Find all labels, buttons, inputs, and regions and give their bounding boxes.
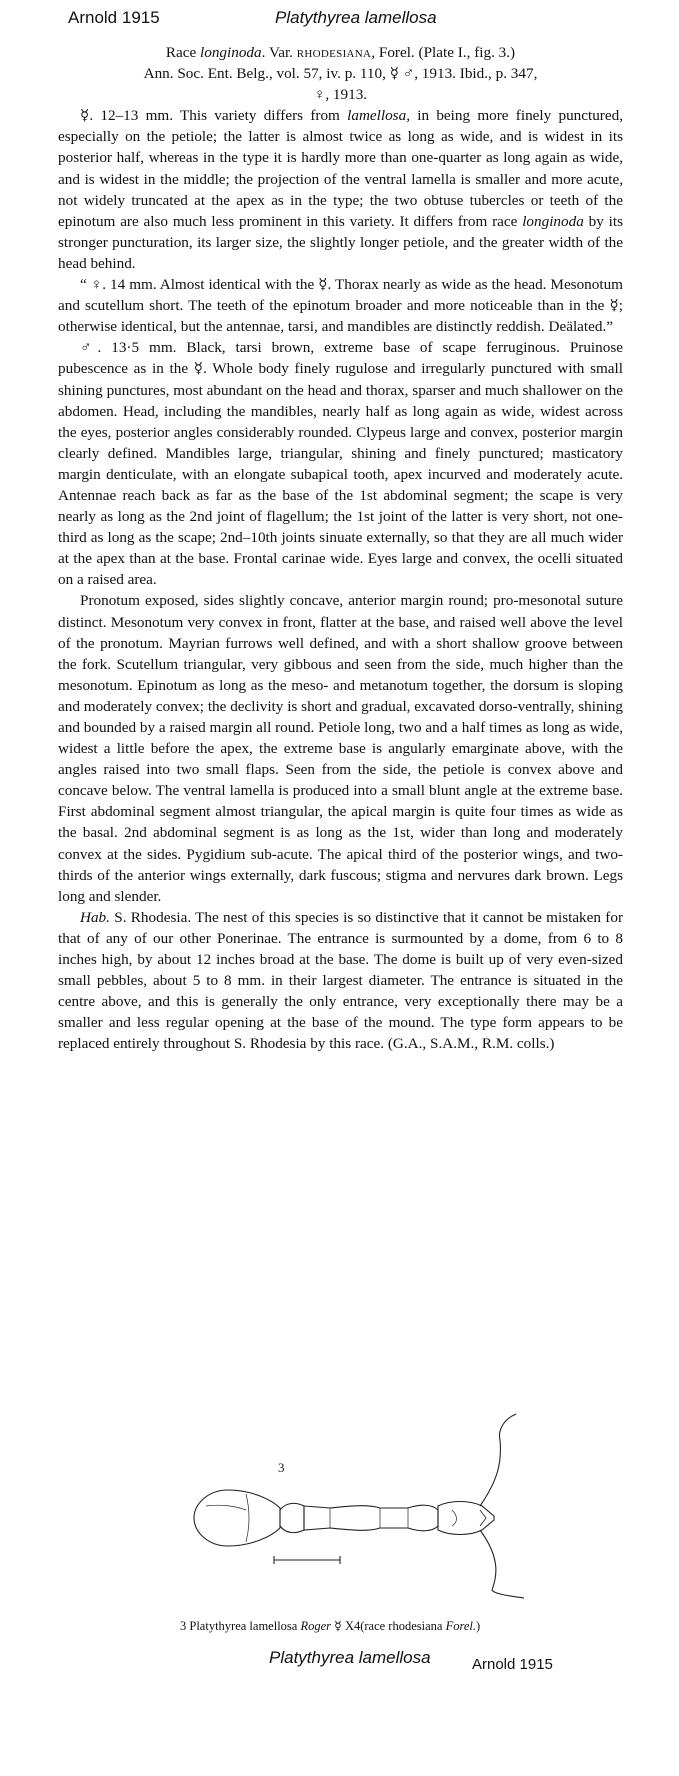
header-right: Platythyrea lamellosa — [275, 8, 437, 27]
male-description: ♂. 13·5 mm. Black, tarsi brown, extreme base of scape ferruginous. Pruinose pubescence as in the ☿. Whole body finely rugulose and irregularly punctured with small shining punctures, most abundant on the head and thorax, sparser and much shallower on the abdomen. Head, including the mandibles, nearly half as long again as wide, widest across the eyes, posterior angles considerably rounded. Clypeus large and convex, posterior margin clearly defined. Mandibles large, triangular, shining and finely punctured; masticatory margin denticulate, with an elongate subapical tooth, apex incurved and moderately acute. Antennae reach back as far as the base of the 1st abdominal segment; the scape is very nearly as long as the 2nd joint of flagellum; the 1st joint of the latter is very short, not one-third as long as the scape; 2nd–10th joints sinuate externally, so that they are all much wider at the apex than at the base. Frontal carinae wide. Eyes large and convex, the ocelli situated on a raised area. — [58, 339, 623, 589]
variety-name: rhodesiana — [296, 44, 372, 61]
body-text — [58, 42, 623, 1055]
worker-description: ☿. 12–13 mm. This variety differs from lamellosa, in being more finely punctured, especially on the petiole; the latter is almost twice as long as wide, and is widest in its posterior half, whereas in the type it is hardly more than one-quarter as long again as wide, and is widest in the middle; the projection of the ventral lamella is smaller and more acute, not widely truncated at the apex as in the type; the two obtuse tubercles or teeth of the epinotum are also much less prominent in this variety. It differs from race longinoda by its stronger puncturation, its larger size, the slightly longer petiole, and the greater width of the head behind. — [58, 107, 623, 272]
scale-bar — [274, 1556, 340, 1564]
gaster — [194, 1490, 280, 1546]
footer-right: Arnold 1915 — [472, 1656, 553, 1673]
race-heading: Race longinoda. Var. rhodesiana, Forel. (Plate I., fig. 3.) — [165, 44, 516, 61]
reference-line-1: Ann. Soc. Ent. Belg., vol. 57, iv. p. 110, ☿ ♂, 1913. Ibid., p. 347, — [143, 65, 538, 83]
figure-number: 3 — [278, 1460, 285, 1475]
left-antenna — [480, 1414, 516, 1506]
figure-caption: 3 Platythyrea lamellosa Roger ☿ X4(race rhodesiana Forel.) — [180, 1619, 481, 1633]
reference-line-2: ♀, 1913. — [313, 86, 368, 104]
pronotum-description: Pronotum exposed, sides slightly concave, anterior margin round; pro-mesonotal suture distinct. Mesonotum very convex in front, flatter at the base, and raised well above the level of the pronotum. Mayrian furrows well defined, and with a short shallow groove between the fork. Scutellum triangular, very gibbous and seen from the side, much higher than the mesonotum. Epinotum as long as the meso- and metanotum together, the dorsum is sloping and moderately convex; the declivity is short and gradual, excavated dorso-ventrally, shining and bounded by a raised margin all round. Petiole long, two and a half times as long as wide, widest a little before the apex, the extreme base is angularly emarginate above, with the angles raised into two small flaps. Seen from the side, the petiole is convex above and concave below. The ventral lamella is produced into a small blunt angle at the extreme base. First abdominal segment almost triangular, the apical margin is quite four times as wide as the basal. 2nd abdominal segment is as long as the 1st, wider than long and moderately convex at the sides. Pygidium sub-acute. The apical third of the posterior wings, and two-thirds of the anterior wings externally, dark fuscous; stigma and nervures dark brown. Legs long and slender. — [58, 592, 623, 905]
thorax — [304, 1505, 438, 1531]
petiole — [280, 1503, 304, 1532]
ant-figure — [180, 1410, 540, 1600]
right-antenna — [480, 1530, 524, 1598]
female-description: “ ♀. 14 mm. Almost identical with the ☿. Thorax nearly as wide as the head. Mesonotum and scutellum short. The teeth of the epinotum broader and more noticeable than in the ☿; otherwise identical, but the antennae, tarsi, and mandibles are distinctly reddish. Deälated.” — [58, 276, 623, 336]
footer-center: Platythyrea lamellosa — [269, 1648, 431, 1667]
header-left: Arnold 1915 — [68, 8, 160, 27]
hab-label: Hab. — [80, 908, 110, 926]
habitat-paragraph: Hab. S. Rhodesia. The nest of this species is so distinctive that it cannot be mistaken for that of any of our other Ponerinae. The entrance is surmounted by a dome, from 6 to 8 inches high, by about 12 inches broad at the base. The dome is built up of very even-sized small pebbles, about 5 to 8 mm. in their largest diameter. The entrance is situated in the centre above, and this is generally the only entrance, very exceptionally there may be a smaller and less regular opening at the base of the mound. The type form appears to be replaced entirely throughout S. Rhodesia by this race. (G.A., S.A.M., R.M. colls.) — [58, 908, 623, 1053]
